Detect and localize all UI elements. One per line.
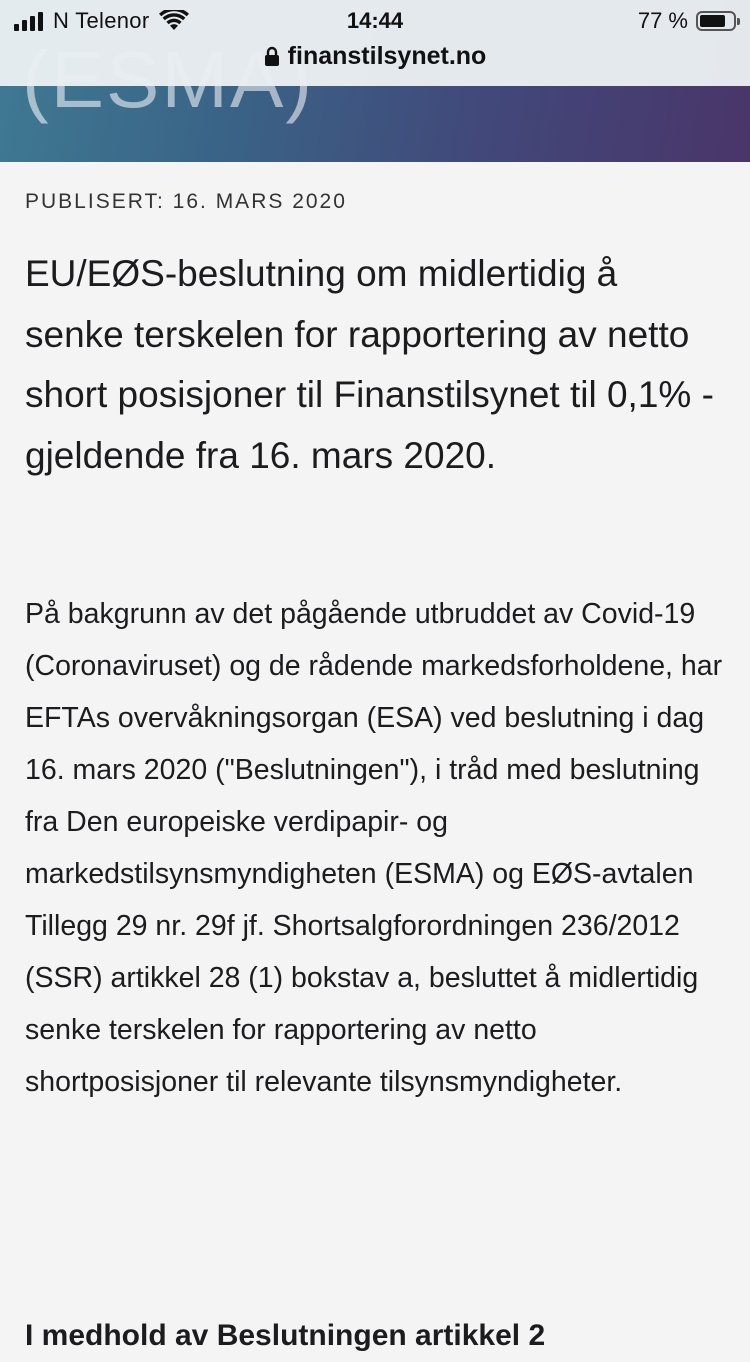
section-heading: I medhold av Beslutningen artikkel 2 [25,1319,546,1352]
battery-icon [696,11,736,31]
article-title: EU/EØS-beslutning om midlertidig å senke terskelen for rapportering av netto short posisjoner til Finanstilsynet til 0,1% - gjeldende fra 16. mars 2020. [25,253,714,476]
battery-level-fill [700,15,725,27]
lock-icon [264,46,280,67]
article-body: På bakgrunn av det pågående utbruddet av Covid-19 (Coronaviruset) og de rådende markedsforholdene, har EFTAs overvåkningsorgan (ESA) ved beslutning i dag 16. mars 2020 ("Beslutningen"), i tråd med beslutning fra Den europeiske verdipapir- og markedstilsynsmyndigheten (ESMA) og EØS-avtalen Tillegg 29 nr. 29f jf. Shortsalgforordningen 236/2012 (SSR) artikkel 28 (1) bokstav a, besluttet å midlertidig senke terskelen for rapportering av netto shortposisjoner til relevante tilsynsmyndigheter. [25,598,723,1098]
browser-top-chrome [0,0,750,86]
url-text[interactable]: finanstilsynet.no [287,41,487,70]
publish-date: PUBLISERT: 16. MARS 2020 [25,190,347,213]
status-time: 14:44 [346,8,404,33]
status-bar-right [638,6,736,36]
battery-percent: 77 % [637,8,688,33]
address-bar[interactable] [0,38,750,74]
carrier-name: N Telenor [53,8,150,33]
